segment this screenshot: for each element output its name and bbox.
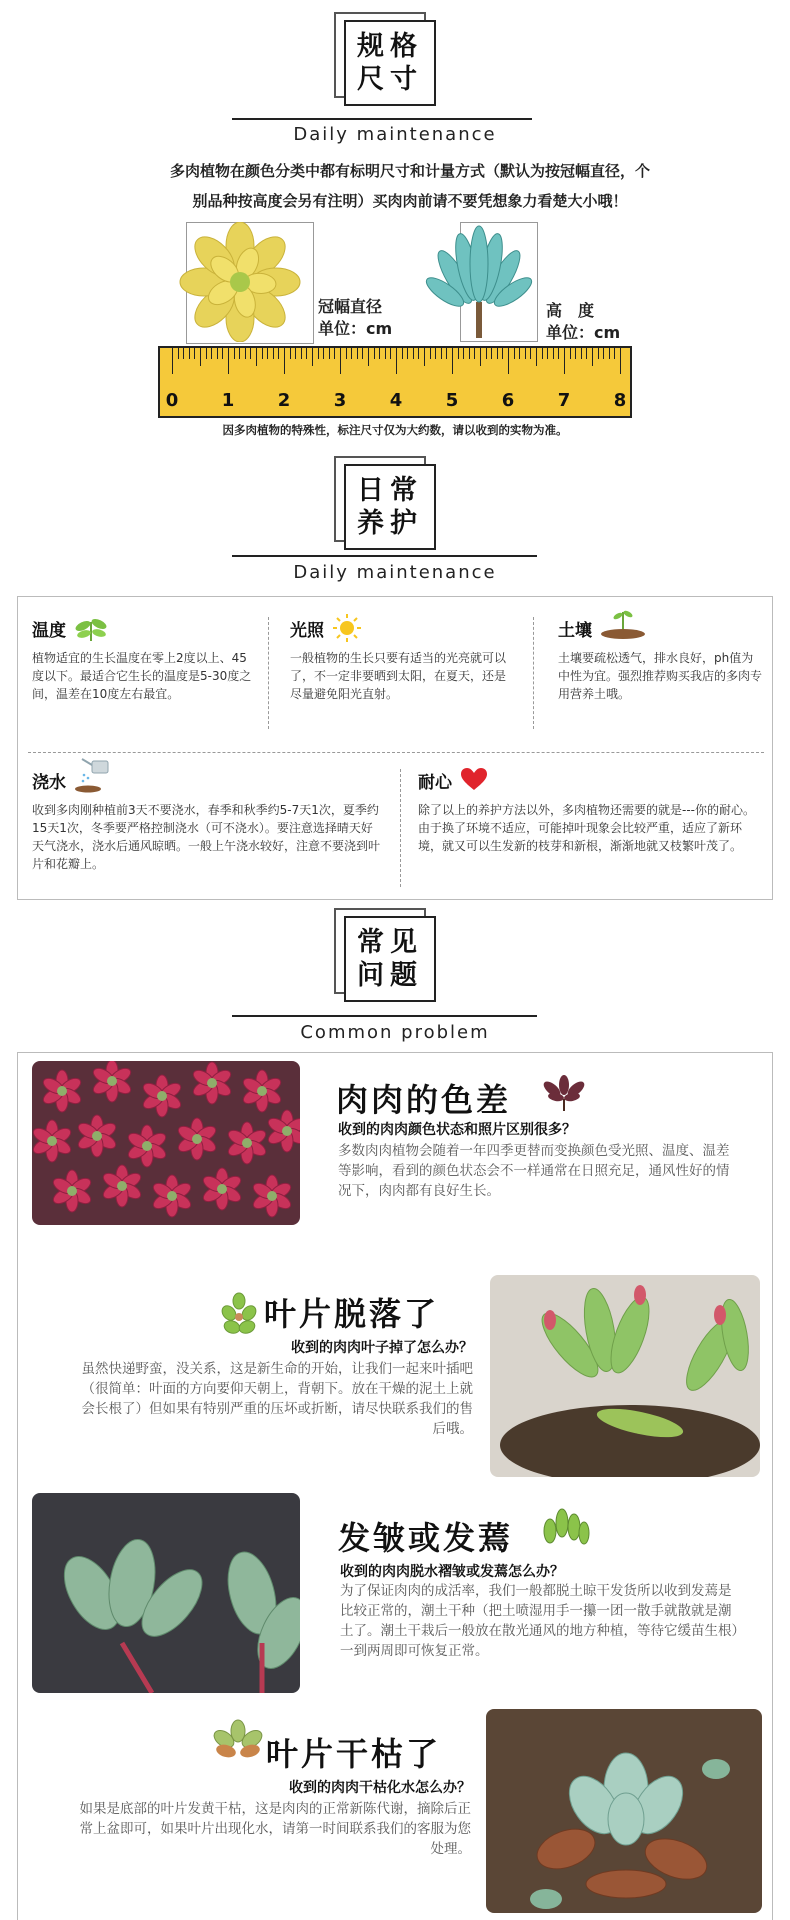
care-item-patience — [418, 765, 763, 855]
ruler-tick — [519, 348, 520, 359]
ruler-number: 6 — [501, 390, 515, 411]
ruler-tick — [211, 348, 212, 359]
ruler-tick — [407, 348, 408, 359]
ruler-tick — [189, 348, 190, 359]
divider — [268, 617, 269, 729]
ruler-tick — [486, 348, 487, 359]
ruler-tick — [458, 348, 459, 359]
care-item-title: 耐心 — [418, 772, 452, 793]
ruler-tick — [430, 348, 431, 359]
ruler-tick — [295, 348, 296, 359]
care-subtitle: Daily maintenance — [293, 562, 497, 583]
ruler-tick — [514, 348, 515, 359]
tall-succulent-icon — [425, 222, 535, 342]
spec-intro-line1: 多肉植物在颜色分类中都有标明尺寸和计量方式（默认为按冠幅直径，个 — [169, 162, 650, 180]
header-rule — [232, 118, 532, 120]
ruler-tick — [194, 348, 195, 359]
crown-label-text: 冠幅直径 — [318, 297, 383, 316]
ruler-tick — [334, 348, 335, 359]
ruler-tick — [491, 348, 492, 359]
ruler-tick — [239, 348, 240, 359]
ruler-tick — [379, 348, 380, 359]
ruler-tick — [441, 348, 442, 359]
ruler-tick — [374, 348, 375, 359]
care-heading: 日常养护 — [357, 475, 423, 539]
ruler-tick — [172, 348, 173, 374]
ruler-tick — [581, 348, 582, 359]
ruler-number: 4 — [389, 390, 403, 411]
care-item-title: 光照 — [290, 620, 324, 641]
ruler-tick — [474, 348, 475, 359]
care-item-text: 一般植物的生长只要有适当的光亮就可以了，不一定非要晒到太阳，在夏天，还是尽量避免阳光直射。 — [290, 651, 507, 701]
fallen-leaf-photo — [490, 1275, 760, 1477]
care-item-text: 植物适宜的生长温度在零上2度以上、45度以下。最适合它生长的温度是5-30度之间，温差在10度左右最宜。 — [32, 651, 252, 701]
ruler-number: 2 — [277, 390, 291, 411]
ruler-tick — [206, 348, 207, 359]
ruler-tick — [435, 348, 436, 359]
problem-question: 收到的肉肉干枯化水怎么办？ — [289, 1780, 471, 1796]
problem-answer: 如果是底部的叶片发黄干枯，这是肉肉的正常新陈代谢，摘除后正常上盆即可，如果叶片出现化水，请第一时间联系我们的客服为您处理。 — [79, 1801, 471, 1857]
ruler-tick — [200, 348, 201, 366]
ruler-tick — [553, 348, 554, 359]
ruler-tick — [547, 348, 548, 359]
ruler-number: 5 — [445, 390, 459, 411]
ruler-tick — [575, 348, 576, 359]
spec-section-header — [0, 0, 790, 150]
ruler-tick — [614, 348, 615, 359]
problem-answer: 多数肉肉植物会随着一年四季更替而变换颜色受光照、温度、温差等影响，看到的颜色状态会不一样通常在日照充足，通风性好的情况下，肉肉都有良好生长。 — [338, 1143, 730, 1199]
ruler-tick — [234, 348, 235, 359]
heart-icon — [460, 768, 488, 792]
ruler-tick — [413, 348, 414, 359]
height-label — [546, 300, 620, 344]
spec-intro — [100, 156, 720, 216]
wrinkled-succulent-photo — [32, 1493, 300, 1693]
problem-question: 收到的肉肉脱水褶皱或发蔫怎么办？ — [340, 1564, 564, 1580]
ruler-tick — [570, 348, 571, 359]
ruler-tick — [592, 348, 593, 366]
ruler-tick — [402, 348, 403, 359]
ruler-tick — [312, 348, 313, 366]
ruler-note: 因多肉植物的特殊性，标注尺寸仅为大约数，请以收到的实物为准。 — [222, 423, 568, 437]
ruler-tick — [329, 348, 330, 359]
ruler-tick — [323, 348, 324, 359]
header-rule — [232, 1015, 537, 1017]
ruler-tick — [340, 348, 341, 374]
ruler-tick — [564, 348, 565, 374]
ruler-tick — [396, 348, 397, 374]
ruler-tick — [452, 348, 453, 374]
header-rule — [232, 555, 537, 557]
care-item-title: 温度 — [32, 620, 66, 641]
ruler-tick — [542, 348, 543, 359]
problem-subtitle: Common problem — [300, 1022, 490, 1043]
ruler-number: 8 — [613, 390, 627, 411]
red-succulents-photo — [32, 1061, 300, 1225]
problem-title: 叶片干枯了 — [266, 1735, 442, 1773]
ruler-tick — [183, 348, 184, 359]
ruler-tick — [301, 348, 302, 359]
crown-label — [318, 296, 392, 340]
sprout-icon — [74, 614, 108, 642]
ruler-tick — [262, 348, 263, 359]
problem-title: 发皱或发蔫 — [338, 1519, 514, 1557]
ruler-tick — [178, 348, 179, 359]
divider — [533, 617, 534, 729]
problem-panel — [17, 1052, 773, 1920]
dried-leaf-photo — [486, 1709, 762, 1913]
divider — [28, 752, 764, 753]
height-unit-text: 单位：cm — [546, 323, 621, 342]
ruler-tick — [256, 348, 257, 366]
wilted-plant-icon — [540, 1507, 592, 1551]
rosette-plant-icon — [170, 222, 310, 342]
ruler-tick — [290, 348, 291, 359]
ruler-tick — [217, 348, 218, 359]
ruler-tick — [273, 348, 274, 359]
ruler-tick — [351, 348, 352, 359]
ruler-tick — [603, 348, 604, 359]
ruler-tick — [480, 348, 481, 366]
care-item-temperature — [32, 613, 254, 703]
ruler-tick — [368, 348, 369, 366]
dark-succulent-icon — [538, 1071, 590, 1113]
ruler-tick — [318, 348, 319, 359]
ruler-tick — [424, 348, 425, 366]
problem-question: 收到的肉肉叶子掉了怎么办？ — [291, 1340, 473, 1356]
ruler-tick — [245, 348, 246, 359]
ruler-tick — [362, 348, 363, 359]
ruler-tick — [497, 348, 498, 359]
ruler-number: 3 — [333, 390, 347, 411]
ruler-tick — [357, 348, 358, 359]
ruler-tick — [558, 348, 559, 359]
problem-answer: 为了保证肉肉的成活率，我们一般都脱土晾干发货所以收到发蔫是比较正常的，潮土干种（把土喷湿用手一攥一团一散手就散就是潮土了。潮土干栽后一般放在散光通风的地方种植，等待它缓苗生根）一到两周即可恢复正常。 — [340, 1583, 739, 1659]
care-item-title: 土壤 — [558, 620, 592, 641]
crown-unit-text: 单位：cm — [318, 319, 393, 338]
spec-intro-line2: 别品种按高度会另有注明）买肉肉前请不要凭想象力看楚大小哦！ — [192, 192, 628, 210]
ruler-tick — [267, 348, 268, 359]
care-section-header — [0, 448, 790, 598]
care-item-text: 收到多肉刚种植前3天不要浇水，春季和秋季约5-7天1次，夏季约15天1次，冬季要严格控制浇水（可不浇水）。要注意选择晴天好天气浇水，浇水后通风晾晒。一般上午浇水较好，注意不要浇到叶片和花瓣上。 — [32, 803, 381, 871]
problem-section-header — [0, 900, 790, 1050]
ruler-tick — [250, 348, 251, 359]
care-item-soil — [558, 613, 763, 703]
care-panel — [17, 596, 773, 900]
ruler-tick — [446, 348, 447, 359]
ruler-number: 1 — [221, 390, 235, 411]
spec-heading: 规格尺寸 — [357, 31, 423, 95]
ruler-tick — [222, 348, 223, 359]
ruler-tick — [469, 348, 470, 359]
ruler-tick — [609, 348, 610, 359]
ruler-tick — [525, 348, 526, 359]
spec-subtitle: Daily maintenance — [293, 124, 497, 145]
ruler-tick — [620, 348, 621, 374]
problem-title: 叶片脱落了 — [264, 1295, 440, 1333]
height-label-text: 高 度 — [546, 301, 595, 320]
care-item-text: 土壤要疏松透气，排水良好，ph值为中性为宜。强烈推荐购买我店的多肉专用营养土哦。 — [558, 651, 763, 701]
problem-answer: 虽然快递野蛮，没关系，这是新生命的开始，让我们一起来叶插吧（很简单：叶面的方向要仰天朝上，背朝下。放在干燥的泥土上就会长根了）但如果有特别严重的压坏或折断，请尽快联系我们的售后哦。 — [81, 1361, 473, 1437]
leaf-cluster-icon — [218, 1291, 260, 1339]
ruler-tick — [463, 348, 464, 359]
ruler-tick — [502, 348, 503, 359]
ruler-tick — [536, 348, 537, 366]
measuring-ruler — [158, 346, 632, 418]
problem-heading-stamp — [344, 916, 436, 1002]
soil-icon — [600, 606, 646, 640]
problem-title: 肉肉的色差 — [336, 1081, 512, 1119]
ruler-tick — [346, 348, 347, 359]
ruler-tick — [530, 348, 531, 359]
watering-can-icon — [74, 757, 114, 793]
ruler-tick — [598, 348, 599, 359]
problem-heading: 常见问题 — [357, 927, 423, 991]
ruler-number: 7 — [557, 390, 571, 411]
ruler-tick — [306, 348, 307, 359]
care-item-text: 除了以上的养护方法以外，多肉植物还需要的就是---你的耐心。由于换了环境不适应，可能掉叶现象会比较严重，适应了新环境，就又可以生发新的枝芽和新根，渐渐地就又枝繁叶茂了。 — [418, 803, 755, 853]
ruler-tick — [228, 348, 229, 374]
ruler-tick — [278, 348, 279, 359]
divider — [400, 769, 401, 887]
care-item-watering — [32, 765, 382, 873]
problem-question: 收到的肉肉颜色状态和照片区别很多？ — [338, 1122, 576, 1138]
ruler-tick — [418, 348, 419, 359]
ruler-tick — [586, 348, 587, 359]
withered-leaf-icon — [212, 1719, 264, 1763]
ruler-tick — [508, 348, 509, 374]
ruler-tick — [284, 348, 285, 374]
care-item-light — [290, 613, 512, 703]
spec-heading-stamp — [344, 20, 436, 106]
ruler-tick — [390, 348, 391, 359]
care-heading-stamp — [344, 464, 436, 550]
care-item-title: 浇水 — [32, 772, 66, 793]
sun-icon — [332, 613, 362, 643]
ruler-number: 0 — [165, 390, 179, 411]
ruler-tick — [385, 348, 386, 359]
